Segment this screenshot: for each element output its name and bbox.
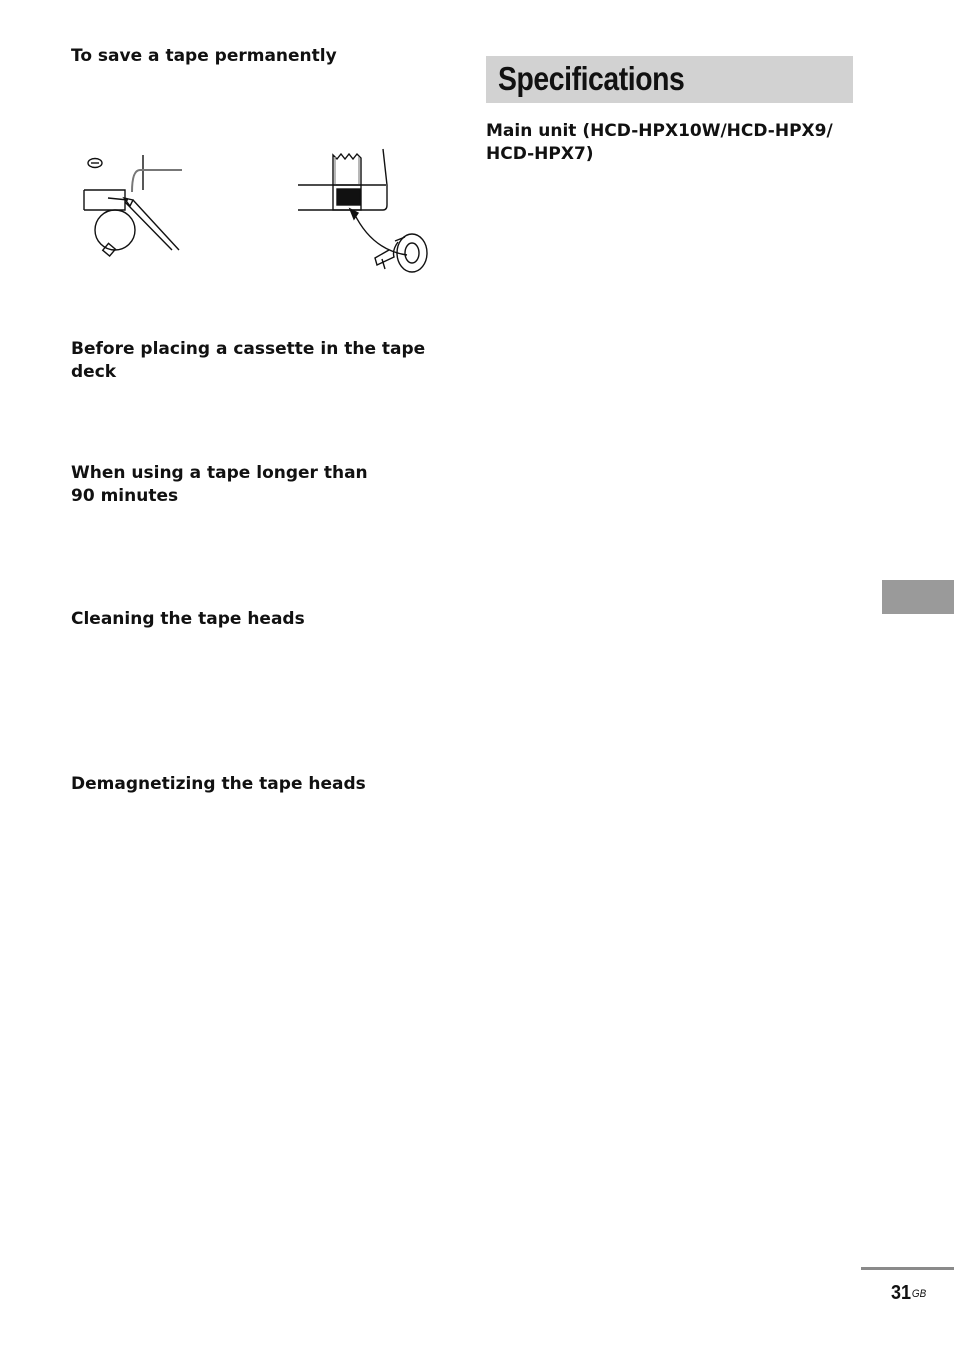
heading-tape-longer-than-90-minutes: When using a tape longer than 90 minutes bbox=[71, 463, 368, 506]
tape-roll-icon bbox=[397, 234, 427, 272]
page-number-value: 31 bbox=[891, 1282, 912, 1304]
footer-rule bbox=[861, 1267, 954, 1270]
heading-save-tape-permanently: To save a tape permanently bbox=[71, 46, 337, 66]
specifications-banner bbox=[486, 56, 853, 103]
cassette-tab-breakoff-illustration bbox=[80, 150, 190, 265]
page-number-suffix: GB bbox=[911, 1288, 927, 1300]
specifications-title: Specifications bbox=[498, 60, 685, 97]
heading-before-placing-cassette: Before placing a cassette in the tape deck bbox=[71, 339, 426, 382]
heading-demagnetizing-tape-heads: Demagnetizing the tape heads bbox=[71, 774, 366, 794]
adhesive-tape-cover-illustration bbox=[297, 145, 432, 275]
heading-cleaning-tape-heads: Cleaning the tape heads bbox=[71, 609, 305, 629]
section-thumb-tab bbox=[882, 580, 954, 614]
heading-main-unit-models: Main unit (HCD-HPX10W/HCD-HPX9/ HCD-HPX7) bbox=[486, 121, 833, 164]
page-number bbox=[891, 1281, 926, 1305]
